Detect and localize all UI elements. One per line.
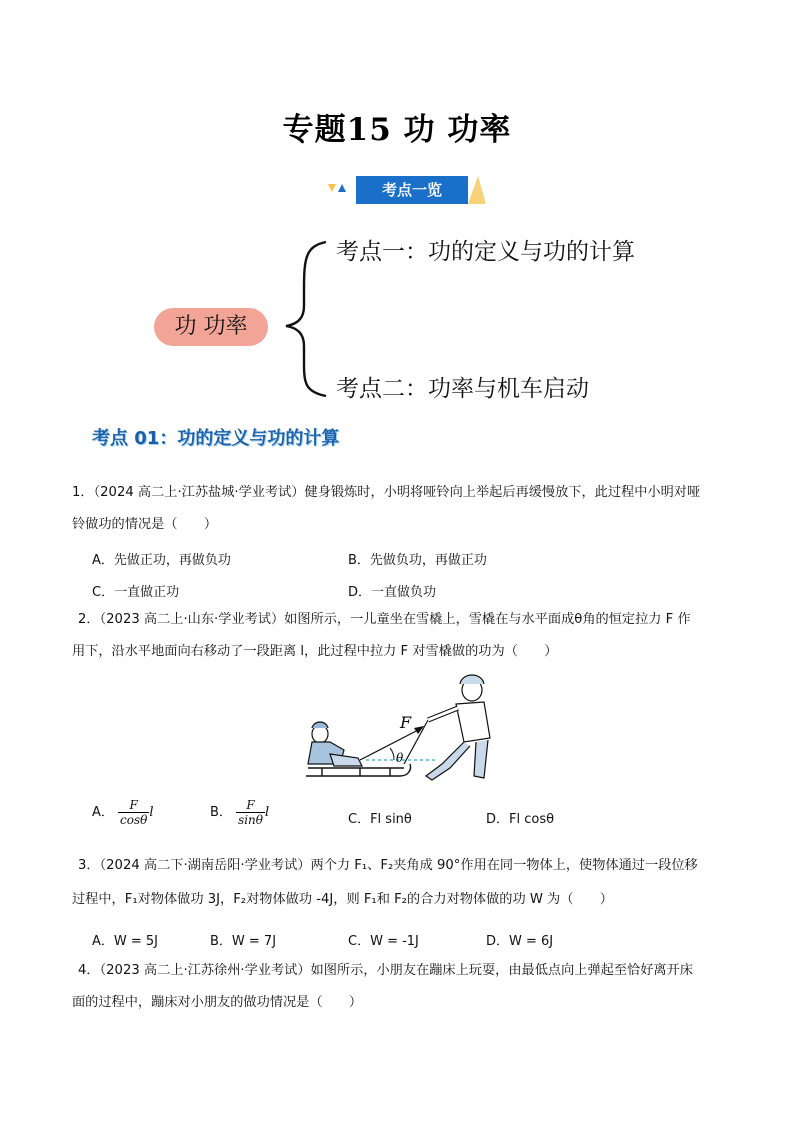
sled-figure	[300, 672, 500, 786]
option-a-tail: l	[149, 805, 154, 820]
option-b-fraction	[236, 798, 265, 827]
option-b-tail: l	[265, 805, 270, 820]
option-b-label: B．	[210, 805, 232, 820]
question-2-line-2: 用下，沿水平地面向右移动了一段距离 l，此过程中拉力 F 对雪橇做的功为（ ）	[72, 644, 558, 659]
question-3-option-c[interactable]: C．W = -1J	[348, 934, 419, 949]
overview-banner-label: 考点一览	[356, 176, 468, 204]
question-1-line-2: 铃做功的情况是（ ）	[72, 517, 218, 532]
question-3-line-2: 过程中，F₁对物体做功 3J，F₂对物体做功 -4J，则 F₁和 F₂的合力对物体做的功 W 为（ ）	[72, 892, 613, 907]
option-a-numerator: F	[118, 798, 149, 813]
question-4-line-1: 4．（2023 高二上·江苏徐州·学业考试）如图所示，小朋友在蹦床上玩耍，由最低点向上弹起至恰好离开床	[78, 963, 693, 978]
option-b-denominator: sinθ	[238, 813, 264, 827]
page-title: 专题15 功 功率	[282, 112, 512, 148]
question-3-line-1: 3．（2024 高二下·湖南岳阳·学业考试）两个力 F₁、F₂夹角成 90°作用在同一物体上，使物体通过一段位移	[78, 858, 698, 873]
mindmap-branch-1: 考点一：功的定义与功的计算	[336, 239, 635, 265]
option-b-numerator: F	[236, 798, 265, 813]
angle-arc	[390, 748, 394, 760]
overview-banner	[326, 174, 486, 206]
question-2-option-c[interactable]: C．Fl sinθ	[348, 812, 412, 827]
question-4-line-2: 面的过程中，蹦床对小朋友的做功情况是（ ）	[72, 995, 363, 1010]
section-heading: 考点 01：功的定义与功的计算	[92, 428, 340, 449]
question-1-option-d[interactable]: D．一直做负功	[348, 585, 437, 600]
question-3-option-b[interactable]: B．W = 7J	[210, 934, 277, 949]
question-3-option-a[interactable]: A．W = 5J	[92, 934, 159, 949]
option-a-label: A．	[92, 805, 114, 820]
question-1-line-1: 1．（2024 高二上·江苏盐城·学业考试）健身锻炼时，小明将哑铃向上举起后再缓慢放下，此过程中小明对哑	[72, 485, 701, 500]
question-2-option-b[interactable]	[210, 798, 269, 827]
question-1-option-a[interactable]: A．先做正功，再做负功	[92, 553, 231, 568]
force-arrow	[360, 726, 424, 760]
question-2-option-a[interactable]	[92, 798, 154, 827]
question-3-option-d[interactable]: D．W = 6J	[486, 934, 554, 949]
mindmap-root: 功 功率	[154, 308, 268, 346]
option-a-denominator: cosθ	[120, 813, 148, 827]
mindmap-branch-2: 考点二：功率与机车启动	[336, 376, 589, 402]
question-1-option-c[interactable]: C．一直做正功	[92, 585, 180, 600]
option-a-fraction	[118, 798, 149, 827]
angle-label: θ	[396, 751, 404, 765]
man-icon	[426, 675, 490, 780]
child-icon	[308, 722, 362, 766]
force-label: F	[400, 713, 412, 732]
question-1-option-b[interactable]: B．先做负功，再做正功	[348, 553, 487, 568]
question-2-line-1: 2．（2023 高二上·山东·学业考试）如图所示，一儿童坐在雪橇上，雪橇在与水平面成θ角的恒定拉力 F 作	[78, 612, 691, 627]
question-2-option-d[interactable]: D．Fl cosθ	[486, 812, 555, 827]
curly-brace-icon	[280, 238, 330, 400]
